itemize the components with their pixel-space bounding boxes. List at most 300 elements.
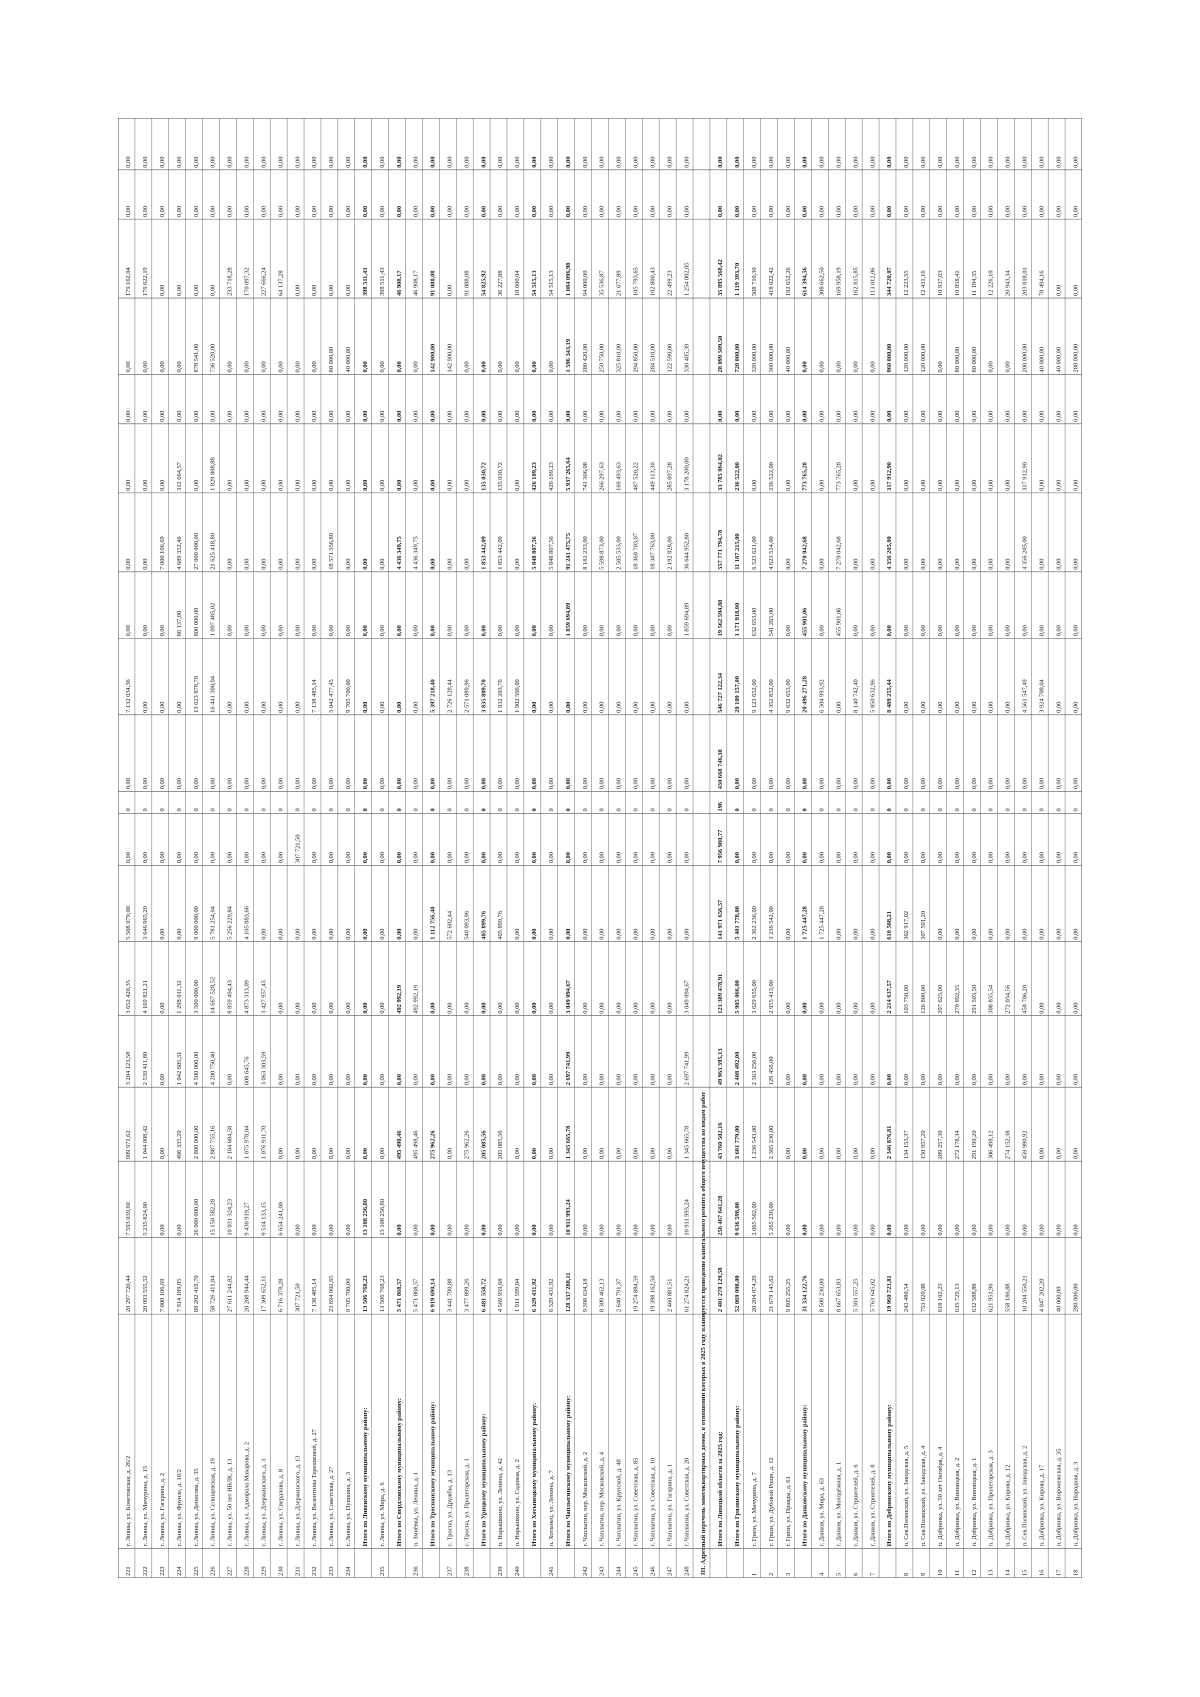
row-value: 0,00 (311, 1002, 319, 1014)
row-value: 0 (125, 808, 133, 812)
row-value: 22 499,23 (666, 270, 674, 297)
row-value: 0,00 (547, 205, 555, 218)
row-value: 0,00 (987, 410, 995, 422)
row-value: 0,00 (1055, 852, 1063, 864)
row-value: 1 084 096,98 (564, 262, 572, 297)
row-value: 1 859 694,89 (683, 602, 691, 637)
row-value: 0,00 (446, 1224, 454, 1236)
row-value: 10 204 550,21 (1021, 1275, 1029, 1313)
row-value: 0,00 (311, 558, 319, 570)
row-value: 0,00 (159, 479, 167, 491)
row-value: 0,00 (294, 778, 302, 790)
row-value: 0,00 (801, 1148, 809, 1160)
row-value: 0,00 (531, 1074, 539, 1086)
row-value: 227 666,24 (260, 267, 268, 297)
row-value: 0,00 (970, 205, 978, 218)
row-value: 1 075 978,04 (243, 1125, 251, 1160)
row-value: 0,00 (666, 852, 674, 864)
row-value: 0,00 (260, 852, 268, 864)
row-value: 0,00 (311, 361, 319, 373)
row-value: 330 405,39 (683, 343, 691, 373)
row-value: 909 971,62 (125, 1130, 133, 1160)
row-value: 0,00 (226, 1074, 234, 1086)
row-address: Итого по Урицкому муниципальному району: (480, 1413, 488, 1547)
row-value: 0,00 (1055, 479, 1063, 491)
row-value: 0,00 (581, 1148, 589, 1160)
row-value: 0,00 (1004, 778, 1012, 790)
row-address: п. Сев.Полянский, ул. Заводская, д. 4 (920, 1445, 928, 1547)
row-value: 19 398 162,50 (649, 1275, 657, 1313)
row-value: 405 899,76 (480, 910, 488, 940)
row-value: 9 632 653,00 (784, 679, 792, 713)
row-value: 0,00 (412, 625, 420, 637)
row-value: 7 593 039,69 (125, 1202, 133, 1236)
row-address: г. Ливны, ул. Мичурина, д. 15 (142, 1465, 150, 1547)
row-value: 0,00 (294, 1002, 302, 1014)
row-value: 6 329 431,92 (531, 1278, 539, 1313)
row-value: 0,00 (125, 778, 133, 790)
row-number: 9 (920, 1572, 928, 1576)
row-value: 0,00 (598, 852, 606, 864)
row-value: 0,00 (345, 625, 353, 637)
row-value: 0,00 (243, 410, 251, 422)
row-value: 64 137,28 (277, 270, 285, 297)
row-value: 3 178 200,00 (683, 457, 691, 491)
row-value: 0,00 (869, 156, 877, 168)
row-value: 0,00 (970, 156, 978, 168)
row-value: 0,00 (1038, 928, 1046, 940)
row-value: 1 911 599,04 (514, 1278, 522, 1313)
row-value: 0,00 (412, 701, 420, 713)
row-value: 0,00 (953, 558, 961, 570)
row-value: 0,00 (531, 205, 539, 218)
row-value: 0,00 (159, 625, 167, 637)
row-value: 0,00 (514, 361, 522, 373)
row-value: 1 725 447,28 (801, 906, 809, 940)
row-value: 0,00 (936, 361, 944, 373)
row-value: 5 850 632,96 (869, 679, 877, 713)
row-value: 3 652 420,35 (125, 980, 133, 1014)
row-value: 19 274 884,59 (632, 1275, 640, 1313)
row-value: 0,00 (767, 778, 775, 790)
row-value: 0,00 (1021, 205, 1029, 218)
row-value: 0,00 (192, 852, 200, 864)
row-value: 31 334 122,76 (801, 1275, 809, 1313)
row-value: 0,00 (311, 1224, 319, 1236)
row-value: 0,00 (226, 156, 234, 168)
row-value: 0,00 (531, 625, 539, 637)
row-value: 0 (784, 808, 792, 812)
row-value: 0 (835, 808, 843, 812)
row-value: 2 640 791,37 (615, 1278, 623, 1313)
row-value: 0,00 (328, 284, 336, 297)
row-value: 297 625,00 (936, 984, 944, 1014)
row-value: 0,00 (717, 205, 725, 218)
row-value: 0,00 (615, 205, 623, 218)
row-value: 129 456,00 (767, 1056, 775, 1086)
row-value: 0,00 (564, 410, 572, 422)
row-value: 0,00 (531, 778, 539, 790)
row-value: 0,00 (818, 625, 826, 637)
row-value: 0,00 (903, 625, 911, 637)
row-value: 0 (953, 808, 961, 812)
row-value: 0,00 (598, 778, 606, 790)
row-value: 418 022,42 (767, 267, 775, 297)
row-value: 0,00 (226, 778, 234, 790)
row-number: 221 (125, 1566, 133, 1576)
row-value: 0,00 (801, 361, 809, 373)
row-address: г. Данков, ул. Строителей, д. 8 (869, 1464, 877, 1547)
row-value: 13 506 768,23 (361, 1275, 369, 1313)
row-value: 7 138 485,14 (311, 1278, 319, 1313)
row-value: 325 810,00 (615, 343, 623, 373)
row-value: 0,00 (801, 1074, 809, 1086)
row-value: 0,00 (142, 625, 150, 637)
row-value: 0,00 (311, 1148, 319, 1160)
row-address: г. Данков, ул. Молодёжная, д. 1 (835, 1461, 843, 1547)
row-value: 0,00 (936, 1074, 944, 1086)
row-value: 0,00 (209, 410, 217, 422)
row-value: 20 109 157,00 (734, 676, 742, 713)
row-value: 0,00 (886, 1224, 894, 1236)
row-value: 0,00 (649, 1148, 657, 1160)
row-value: 0,00 (345, 284, 353, 297)
row-value: 0,00 (649, 701, 657, 713)
row-value: 103 750,00 (903, 984, 911, 1014)
row-value: 4 873 313,09 (243, 980, 251, 1014)
row-value: 0,00 (159, 361, 167, 373)
row-address: Итого по Троснянскому муниципальному району: (429, 1401, 437, 1547)
row-value: 0,00 (277, 852, 285, 864)
row-value: 0,00 (311, 852, 319, 864)
row-value: 0,00 (192, 410, 200, 422)
row-value: 0,00 (395, 852, 403, 864)
row-value: 2 955 413,00 (767, 980, 775, 1014)
row-value: 0,00 (936, 479, 944, 491)
row-value: 0 (412, 808, 420, 812)
row-value: 0,00 (1055, 410, 1063, 422)
row-value: 105 793,65 (632, 267, 640, 297)
row-value: 4 200 750,40 (209, 1051, 217, 1086)
row-value: 0,00 (175, 410, 183, 422)
row-value: 0,00 (1072, 701, 1080, 713)
row-value: 0,00 (750, 410, 758, 422)
row-value: 0,00 (734, 205, 742, 218)
row-address: г. Ливны, ул. Дзержинского, д. 13 (294, 1455, 302, 1547)
row-value: 0,00 (175, 1224, 183, 1236)
row-value: 0 (159, 808, 167, 812)
row-value: 0,00 (446, 558, 454, 570)
row-value: 0,00 (378, 410, 386, 422)
row-value: 0,00 (666, 156, 674, 168)
row-value: 0,00 (564, 928, 572, 940)
row-value: 200 000,00 (1021, 343, 1029, 373)
row-value: 0,00 (395, 479, 403, 491)
row-value: 0,00 (547, 1074, 555, 1086)
row-value: 0,00 (345, 852, 353, 864)
row-value: 1 725 447,28 (818, 906, 826, 940)
row-value: 6 523 621,00 (750, 536, 758, 570)
row-value: 0 (903, 808, 911, 812)
row-value: 0,00 (1038, 1002, 1046, 1014)
row-address: г. Ливны, ул. Кочетовская, д. 26/2 (125, 1455, 133, 1547)
row-value: 0,00 (395, 1074, 403, 1086)
row-value: 0,00 (514, 156, 522, 168)
row-value: 0,00 (852, 205, 860, 218)
row-value: 0,00 (547, 156, 555, 168)
row-value: 614 394,56 (801, 267, 809, 297)
row-value: 275 962,26 (429, 1130, 437, 1160)
row-value: 0,00 (497, 1002, 505, 1014)
row-value: 0,00 (920, 625, 928, 637)
row-value: 0,00 (328, 205, 336, 218)
row-value: 135 030,72 (480, 462, 488, 491)
row-value: 0,00 (936, 1224, 944, 1236)
row-value: 0,00 (311, 778, 319, 790)
row-value: 0,00 (835, 1002, 843, 1014)
row-value: 0,00 (463, 410, 471, 422)
row-value: 0,00 (446, 156, 454, 168)
row-value: 1 932 203,76 (497, 679, 505, 713)
row-value: 33 785 064,02 (717, 454, 725, 491)
row-value: 0,00 (987, 625, 995, 637)
row-value: 0,00 (1021, 928, 1029, 940)
row-value: 0 (750, 808, 758, 812)
row-value: 0,00 (1038, 1148, 1046, 1160)
row-number: 227 (226, 1566, 234, 1576)
row-value: 0,00 (801, 778, 809, 790)
row-value: 0,00 (920, 778, 928, 790)
row-value: 0,00 (125, 625, 133, 637)
row-value: 20 943,34 (1004, 270, 1012, 297)
row-value: 291 503,50 (970, 984, 978, 1014)
row-value: 0,00 (1021, 625, 1029, 637)
row-value: 0,00 (581, 1002, 589, 1014)
row-value: 8 859 494,43 (226, 980, 234, 1014)
row-value: 40 000,00 (345, 346, 353, 373)
row-value: 162 815,85 (852, 267, 860, 297)
row-value: 0,00 (378, 701, 386, 713)
row-value: 0,00 (987, 156, 995, 168)
row-value: 0,00 (970, 625, 978, 637)
row-value: 0,00 (632, 778, 640, 790)
row-value: 0,00 (835, 701, 843, 713)
row-value: 7 000 106,69 (159, 1278, 167, 1313)
row-value: 398 511,43 (361, 267, 369, 297)
row-value: 344 720,07 (886, 267, 894, 297)
row-number: 3 (784, 1572, 792, 1576)
row-number: 230 (277, 1566, 285, 1576)
row-value: 0,00 (1038, 1074, 1046, 1086)
row-value: 289 257,30 (936, 1130, 944, 1160)
row-value: 12 223,55 (903, 270, 911, 297)
row-value: 0,00 (683, 205, 691, 218)
row-value: 0,00 (970, 701, 978, 713)
row-address: п. Нарышкино, ул. Садовая, д. 2 (514, 1459, 522, 1547)
row-value: 2 401 270 129,58 (717, 1267, 725, 1313)
row-value: 0,00 (328, 1224, 336, 1236)
row-value: 8 140 742,40 (852, 679, 860, 713)
row-value: 15 150 582,28 (209, 1198, 217, 1236)
row-value: 141 971 656,57 (717, 899, 725, 940)
row-value: 0,00 (260, 479, 268, 491)
row-value: 0,00 (175, 928, 183, 940)
row-value: 0,00 (936, 778, 944, 790)
row-value: 0,00 (869, 852, 877, 864)
row-value: 0,00 (243, 558, 251, 570)
row-value: 0,00 (666, 778, 674, 790)
row-value: 0,00 (784, 778, 792, 790)
row-value: 0 (243, 808, 251, 812)
row-value: 3 477 899,26 (463, 1278, 471, 1313)
row-value: 0,00 (666, 1002, 674, 1014)
row-address: с. Тросна, ул. Дружбы, д. 13 (446, 1470, 454, 1547)
row-value: 5 471 868,57 (395, 1278, 403, 1313)
row-value: 635 729,13 (953, 1283, 961, 1313)
row-value: 0,00 (632, 1224, 640, 1236)
row-address: п. Добринка, ул. Винницкая, д. 1 (970, 1457, 978, 1547)
row-value: 0,00 (903, 701, 911, 713)
row-value: 753 020,08 (920, 1283, 928, 1313)
row-value: 1 853 442,09 (497, 536, 505, 570)
row-value: 88 202 419,70 (192, 1275, 200, 1313)
row-value: 0,00 (277, 205, 285, 218)
row-value: 2 697 741,99 (564, 1051, 572, 1086)
row-value: 169 493,63 (615, 462, 623, 491)
row-value: 0,00 (277, 928, 285, 940)
row-value: 0,00 (277, 1074, 285, 1086)
row-value: 0,00 (632, 156, 640, 168)
row-value: 233 718,28 (226, 267, 234, 297)
row-value: 0,00 (412, 852, 420, 864)
row-number: 234 (345, 1566, 353, 1576)
row-value: 4 356 205,00 (1021, 536, 1029, 570)
row-value: 0,00 (345, 410, 353, 422)
row-number: 16 (1038, 1569, 1046, 1576)
row-value: 0,00 (514, 625, 522, 637)
row-value: 20 297 720,44 (125, 1275, 133, 1313)
row-value: 0,00 (531, 928, 539, 940)
row-value: 46 908,17 (412, 270, 420, 297)
row-value: 196 (717, 801, 725, 812)
row-value: 11 187 215,00 (734, 533, 742, 570)
row-value: 10 031 324,23 (226, 1198, 234, 1236)
row-value: 0,00 (903, 852, 911, 864)
row-value: 0,00 (615, 410, 623, 422)
row-number: 223 (159, 1566, 167, 1576)
row-value: 0,00 (514, 1074, 522, 1086)
row-value: 0,00 (953, 701, 961, 713)
row-value: 80 000,00 (970, 346, 978, 373)
row-value: 0,00 (446, 1002, 454, 1014)
row-value: 0,00 (953, 852, 961, 864)
row-value: 3 500 000,00 (192, 980, 200, 1014)
row-value: 0,00 (412, 479, 420, 491)
row-value: 0 (1055, 808, 1063, 812)
row-value: 0,00 (666, 1224, 674, 1236)
row-value: 2 362 236,00 (750, 906, 758, 940)
row-value: 0,00 (480, 852, 488, 864)
row-value: 0,00 (159, 701, 167, 713)
row-value: 0,00 (328, 625, 336, 637)
row-value: 18 307 763,00 (649, 533, 657, 570)
row-value: 0,00 (328, 852, 336, 864)
row-value: 0,00 (463, 625, 471, 637)
row-number: 225 (192, 1566, 200, 1576)
row-value: 0,00 (243, 205, 251, 218)
row-value: 0,00 (1038, 852, 1046, 864)
row-value: 0,00 (564, 701, 572, 713)
row-value: 0,00 (142, 156, 150, 168)
row-value: 0,00 (514, 558, 522, 570)
row-value: 0,00 (835, 928, 843, 940)
row-value: 0,00 (243, 479, 251, 491)
row-address: п. Нарышкино, ул. Ленина, д. 42 (497, 1458, 505, 1547)
row-value: 0,00 (649, 1224, 657, 1236)
row-value: 0,00 (632, 410, 640, 422)
row-value: 0,00 (869, 1002, 877, 1014)
row-value: 3 236 542,00 (767, 906, 775, 940)
row-value: 16 441 300,04 (209, 676, 217, 713)
row-address: г. Чаплыгин, ул. Советская, д. 85 (632, 1457, 640, 1547)
row-value: 0,00 (869, 558, 877, 570)
row-address: Итого по Свердловскому муниципальному району: (395, 1398, 403, 1547)
row-value: 317 912,90 (886, 462, 894, 491)
row-value: 0 (395, 808, 403, 812)
row-value: 142 900,00 (429, 343, 437, 373)
row-value: 0,00 (1055, 701, 1063, 713)
row-value: 2 346 876,81 (886, 1125, 894, 1160)
row-value: 0,00 (294, 928, 302, 940)
row-value: 0,00 (277, 156, 285, 168)
row-number: 236 (412, 1566, 420, 1576)
row-value: 0,00 (294, 1148, 302, 1160)
row-value: 0,00 (970, 778, 978, 790)
row-value: 0,00 (683, 852, 691, 864)
row-value: 0,00 (497, 1224, 505, 1236)
row-value: 36 227,88 (497, 270, 505, 297)
row-value: 203 818,01 (1021, 267, 1029, 297)
row-value: 0,00 (1038, 156, 1046, 168)
row-number: 245 (632, 1566, 640, 1576)
row-value: 8 667 653,83 (835, 1278, 843, 1313)
row-number: 235 (378, 1566, 386, 1576)
row-value: 121 389 478,91 (717, 973, 725, 1014)
row-value: 0,00 (1021, 156, 1029, 168)
row-value: 0 (328, 808, 336, 812)
row-value: 0,00 (953, 156, 961, 168)
row-value: 0,00 (328, 410, 336, 422)
row-value: 0,00 (1021, 852, 1029, 864)
row-number: 242 (581, 1566, 589, 1576)
row-value: 0,00 (886, 852, 894, 864)
row-value: 0,00 (598, 1074, 606, 1086)
row-value: 91 088,08 (429, 270, 437, 297)
row-value: 608 645,76 (243, 1056, 251, 1086)
row-value: 0,00 (311, 1074, 319, 1086)
row-value: 4 169 821,21 (142, 980, 150, 1014)
row-value: 0,00 (852, 778, 860, 790)
row-address: п. Хотынец, ул. Ленина, д. 7 (547, 1470, 555, 1547)
row-value: 0,00 (480, 361, 488, 373)
row-value: 0,00 (1072, 479, 1080, 491)
row-value: 0,00 (277, 1002, 285, 1014)
row-value: 27 611 244,82 (226, 1275, 234, 1313)
row-value: 0,00 (125, 205, 133, 218)
row-address: г. Ливны, ул. Фрунзе, д. 10/2 (175, 1469, 183, 1547)
row-number: 15 (1021, 1569, 1029, 1576)
row-value: 0,00 (987, 778, 995, 790)
